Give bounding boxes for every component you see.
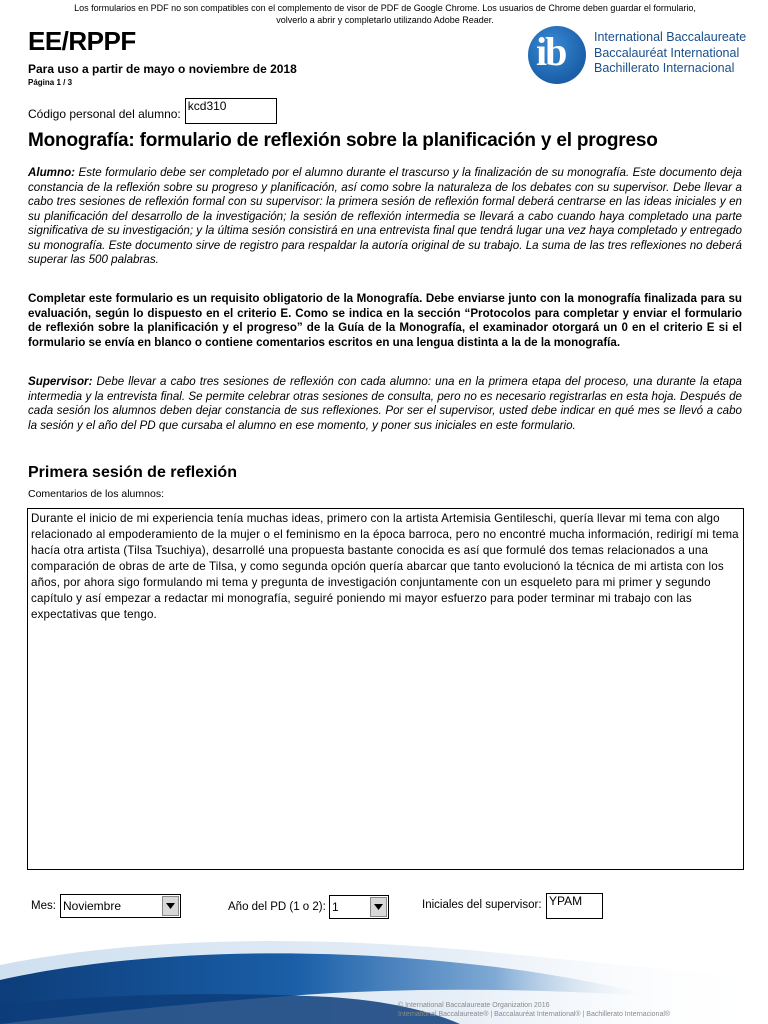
month-value: Noviembre	[63, 899, 122, 913]
session-title: Primera sesión de reflexión	[28, 464, 237, 481]
ib-logo-text	[594, 30, 746, 77]
supervisor-initials-field[interactable]: YPAM	[546, 893, 603, 919]
logo-line-2: Baccalauréat International	[594, 45, 740, 60]
student-code-label: Código personal del alumno:	[28, 107, 181, 121]
chevron-down-icon	[374, 904, 383, 910]
year-label: Año del PD (1 o 2):	[228, 901, 326, 913]
student-code-row	[28, 98, 277, 124]
copyright-line-2: International Baccalaureate® | Baccalauréat International® | Bachillerato Internacional®	[398, 1011, 671, 1018]
copyright-line-1: © International Baccalaureate Organization 2016	[398, 1002, 550, 1009]
requirement-notice: Completar este formulario es un requisito obligatorio de la Monografía. Debe enviarse junto con la monografía finalizada para su evaluación, según lo dispuesto en el criterio E. Como se indica en la sección “Protocolos para completar y enviar el formulario de reflexión sobre la planificación y el progreso” de la Guía de la Monografía, el examinador otorgará un 0 en el criterio E si el formulario se envía en blanco o contiene comentarios escritos en una lengua distinta a la de la monografía.	[28, 292, 742, 349]
notice-line-1: Los formularios en PDF no son compatibles con el complemento de visor de PDF de Google Chrome. Los usuarios de Chrome deben guardar el formulario,	[74, 3, 696, 13]
chevron-down-icon	[166, 903, 175, 909]
page-indicator: Página 1 / 3	[28, 78, 73, 87]
form-subtitle: Para uso a partir de mayo o noviembre de 2018	[28, 62, 297, 76]
ib-logo-mark: ib	[536, 29, 566, 74]
notice-line-2: volverlo a abrir y completarlo utilizando Adobe Reader.	[276, 15, 494, 25]
supervisor-instructions	[28, 375, 742, 433]
month-dropdown-button[interactable]	[162, 896, 179, 916]
student-code-field[interactable]: kcd310	[185, 98, 277, 124]
logo-line-1: International Baccalaureate	[594, 30, 747, 44]
alumno-lead: Alumno:	[28, 166, 76, 179]
logo-line-3: Bachillerato Internacional	[594, 61, 735, 75]
chrome-notice	[60, 2, 710, 26]
comments-label: Comentarios de los alumnos:	[28, 488, 164, 500]
ib-logo	[528, 24, 764, 80]
year-value: 1	[332, 900, 339, 914]
form-code: EE/RPPF	[28, 26, 136, 56]
year-dropdown-button[interactable]	[370, 897, 387, 917]
supervisor-lead: Supervisor:	[28, 375, 93, 388]
month-label: Mes:	[31, 900, 56, 912]
page-title: Monografía: formulario de reflexión sobre la planificación y el progreso	[28, 130, 658, 151]
student-comments-field[interactable]: Durante el inicio de mi experiencia tenía muchas ideas, primero con la artista Artemisia Gentileschi, quería llevar mi tema con algo relacionado al empoderamiento de la mujer o el feminismo en la época barroca, pero no encontré mucha información, redirigí mi tema hacía otra artista (Tilsa Tsuchiya), desarrollé una propuesta bastante conocida es así que formulé dos temas relacionados a una comparación de obras de arte de Tilsa, y como segunda opción quería abarcar que tanto evolucionó la técnica de mi artista con los años, por ahora sigo formulando mi tema y pregunta de investigación conjuntamente con un esqueleto para mi primer y segundo capítulo y así empezar a redactar mi monografía, seguiré poniendo mi mayor esfuerzo para poder terminar mi trabajo con las expectativas que tengo.	[27, 508, 744, 870]
alumno-text: Este formulario debe ser completado por el alumno durante el trascurso y la finalización de su monografía. Este documento deja constancia de la reflexión sobre su progreso y planificación, así como sobre la naturaleza de los debates con su supervisor. Debe llevar a cabo tres sesiones de reflexión formal con su supervisor: la primera sesión de reflexión formal deberá centrarse en las ideas iniciales y en su planificación del desarrollo de la investigación; la sesión de reflexión intermedia se llevará a cabo cuando haya completado una parte significativa de su investigación; y la última sesión consistirá en una entrevista final que tendrá lugar una vez haya completado y entregado su monografía. Este documento sirve de registro para respaldar la autoría original de su trabajo. La suma de las tres reflexiones no deberá superar las 500 palabras.	[28, 166, 742, 266]
supervisor-text: Debe llevar a cabo tres sesiones de reflexión con cada alumno: una en la primera etapa del proceso, una durante la etapa intermedia y la entrevista final. Se permite celebrar otras sesiones de consulta, pero no es necesario registrarlas en esta hoja. Después de cada sesión los alumnos deben dejar constancia de sus reflexiones. Por ser el supervisor, usted debe indicar en qué mes se llevó a cabo la sesión y el año del PD que cursaba el alumno en ese momento, y poner sus iniciales en este formulario.	[28, 375, 742, 432]
month-select[interactable]	[60, 894, 181, 918]
year-select[interactable]	[329, 895, 389, 919]
alumno-instructions	[28, 166, 742, 268]
initials-label: Iniciales del supervisor:	[422, 899, 542, 911]
copyright	[398, 1001, 670, 1019]
